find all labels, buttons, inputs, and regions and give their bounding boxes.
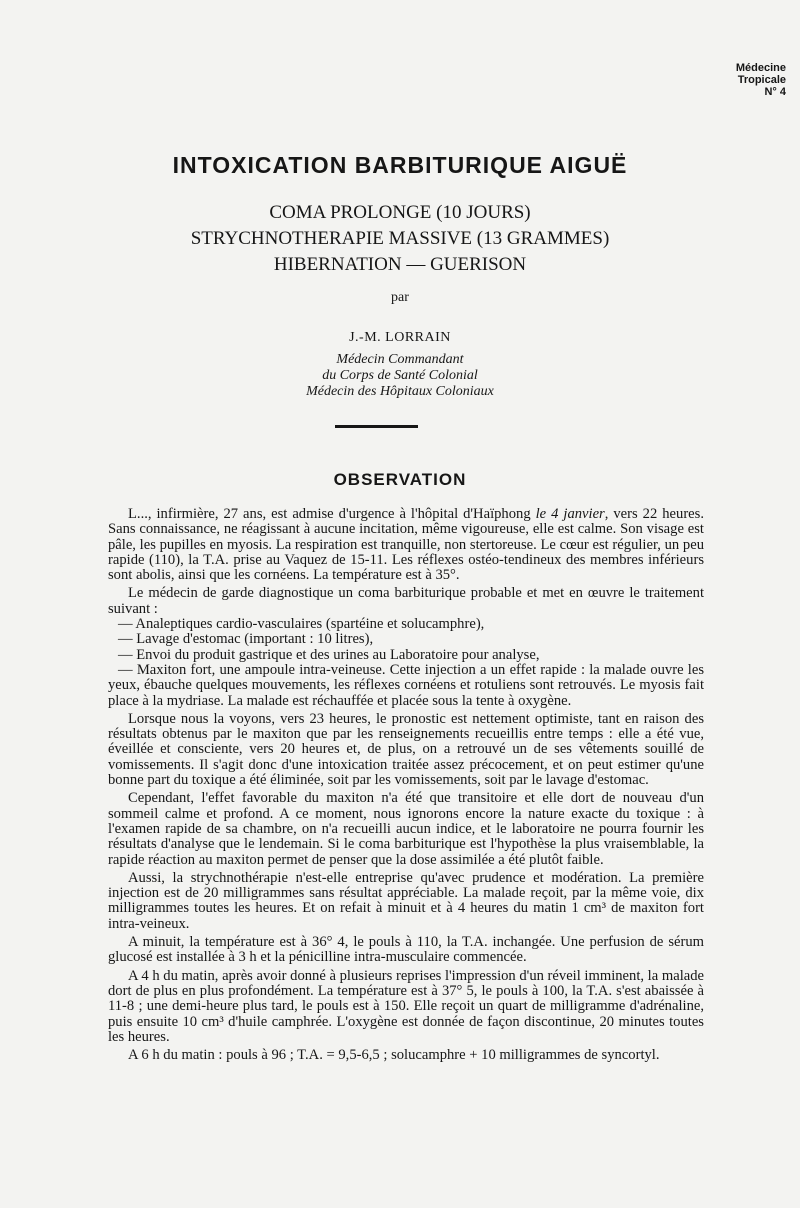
paragraph: Lorsque nous la voyons, vers 23 heures, le pronostic est nettement optimiste, tant en raison des résultats obtenus par le maxiton que par les renseignements recueillis entre temps : elle a été vue, éveillée et consciente, vers 20 heures et, de plus, on a retrouvé un de ses vêtements souillé de vomissements. Il s'agit donc d'une intoxication traitée assez précocement, et on peut estimer qu'une bonne part du toxique a été éliminée, soit par les vomissements, soit par le lavage d'estomac. [108, 710, 704, 789]
admission-date: le 4 janvier [535, 506, 605, 522]
paragraph: Aussi, la strychnothérapie n'est-elle entreprise qu'avec prudence et modération. La première injection est de 20 milligrammes sans résultat appréciable. La malade reçoit, par la même voie, dix milligrammes toutes les heures. Et on refait à minuit et à 4 heures du matin 1 cm³ de maxiton fort intra-veineux. [108, 869, 704, 932]
journal-tag [736, 62, 786, 98]
author-affiliations [0, 352, 800, 400]
subtitle-line: HIBERNATION — GUERISON [273, 254, 527, 275]
affiliation-line: Médecin Commandant [336, 352, 464, 367]
paragraph: Le médecin de garde diagnostique un coma barbiturique probable et met en œuvre le traitement suivant : [108, 585, 704, 617]
article-title: INTOXICATION BARBITURIQUE AIGUË [172, 152, 628, 178]
article-body [108, 507, 704, 1066]
affiliation-line: Médecin des Hôpitaux Coloniaux [306, 384, 494, 399]
section-heading: OBSERVATION [333, 470, 467, 489]
paragraph: A minuit, la température est à 36° 4, le pouls à 110, la T.A. inchangée. Une perfusion de sérum glucosé est installée à 3 h et la pénicilline intra-musculaire commencée. [108, 934, 704, 966]
subtitle-line: COMA PROLONGE (10 JOURS) [269, 202, 531, 223]
author-name: J.-M. LORRAIN [349, 330, 451, 345]
paragraph-text: L..., infirmière, 27 ans, est admise d'urgence à l'hôpital d'Haïphong [128, 506, 536, 522]
by-label: par [391, 290, 409, 305]
paragraph-text: , vers 22 heures. Sans connaissance, ne réagissant à aucune incitation, même vigoureuse, elle est calme. Son visage est pâle, les pupilles en myosis. La respiration est tranquille, non stertoreuse. Le cœur est régulier, un peu rapide (110), la T.A. prise au Vaquez de 15-11. Les réflexes ostéo-tendineux des membres inférieurs sont abolis, ainsi que les cornéens. La température est à 35°. [108, 506, 704, 584]
treatment-list-item: — Analeptiques cardio-vasculaires (spartéine et solucamphre), [118, 616, 485, 633]
paragraph: A 4 h du matin, après avoir donné à plusieurs reprises l'impression d'un réveil imminent, la malade dort de plus en plus profondément. La température est à 37° 5, le pouls à 100, la T.A. s'est abaissée à 11-8 ; une demi-heure plus tard, le pouls est à 150. Elle reçoit un quart de milligramme d'adrénaline, puis ensuite 10 cm³ d'huile camphrée. L'oxygène est donnée de façon discontinue, 20 minutes toutes les heures. [108, 967, 704, 1045]
paragraph [108, 507, 704, 583]
title-divider [335, 425, 418, 428]
journal-tag-line: Tropicale [737, 74, 786, 86]
affiliation-line: du Corps de Santé Colonial [322, 368, 478, 383]
treatment-list-item: — Maxiton fort, une ampoule intra-veineuse. Cette injection a un effet rapide : la malade ouvre les yeux, ébauche quelques mouvements, les réflexes cornéens et rotuliens sont retrouvés. Le myosis fait place à la mydriase. La malade est réchauffée et placée sous la tente à oxygène. [108, 661, 704, 709]
treatment-list-item: — Lavage d'estomac (important : 10 litres), [118, 631, 374, 648]
subtitle-line: STRYCHNOTHERAPIE MASSIVE (13 GRAMMES) [190, 228, 610, 249]
treatment-list-item: — Envoi du produit gastrique et des urines au Laboratoire pour analyse, [118, 646, 540, 663]
article-subtitles [0, 200, 800, 278]
paragraph: Cependant, l'effet favorable du maxiton n'a été que transitoire et elle dort de nouveau d'un sommeil calme et profond. A ce moment, nous ignorons encore la nature exacte du toxique : à l'examen rapide de sa chambre, on n'a recueilli aucun indice, et le laboratoire ne pourra fournir les résultats d'analyse que le lendemain. Si le coma barbiturique est l'hypothèse la plus vraisemblable, la rapide réaction au maxiton permet de penser que la dose assimilée a été plutôt faible. [108, 790, 704, 868]
journal-tag-line: Médecine [735, 62, 786, 74]
journal-tag-line: N° 4 [764, 86, 786, 98]
paragraph: A 6 h du matin : pouls à 96 ; T.A. = 9,5-6,5 ; solucamphre + 10 milligrammes de syncortyl. [128, 1047, 660, 1064]
